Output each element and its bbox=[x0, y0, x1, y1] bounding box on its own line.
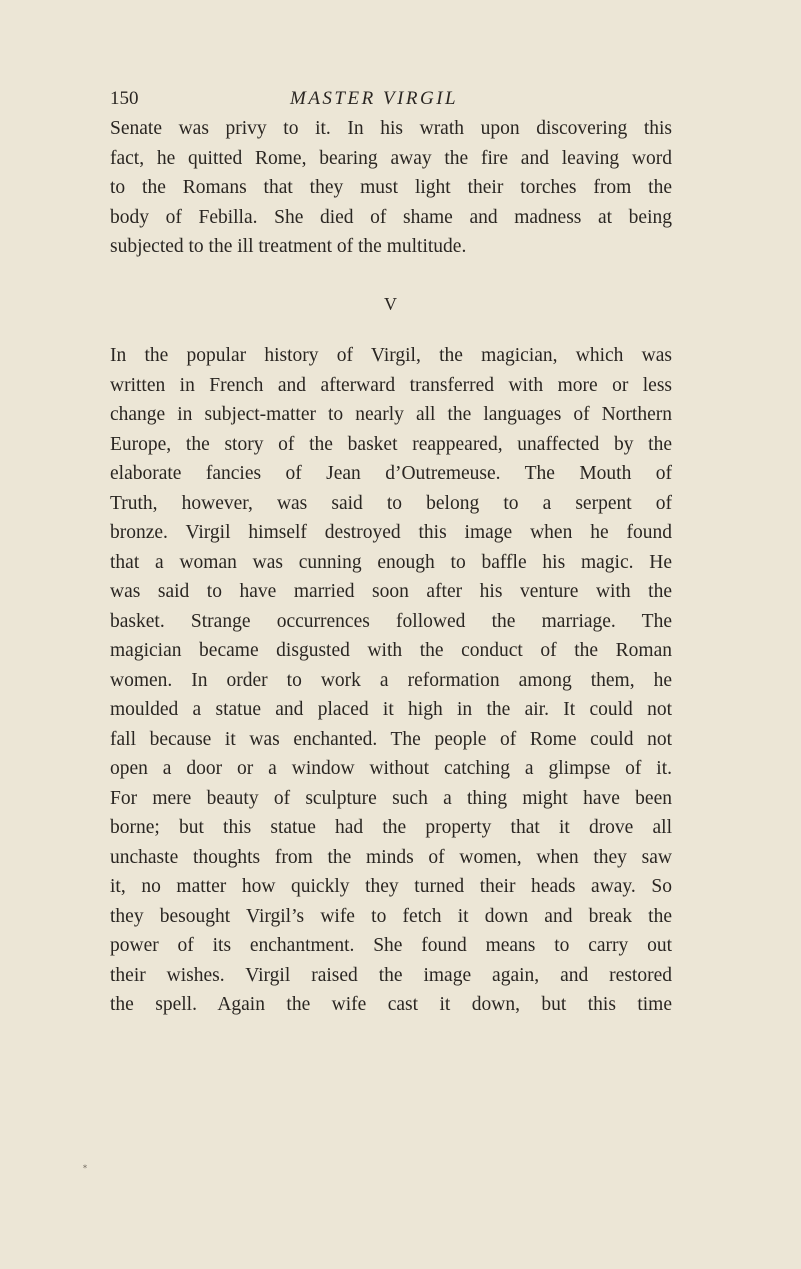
stray-ink-mark: * bbox=[83, 1164, 87, 1173]
text-line: power of its enchantment. She found means to carry out bbox=[110, 935, 672, 956]
paragraph-2 bbox=[110, 341, 672, 1020]
page-number: 150 bbox=[110, 88, 139, 109]
text-line: bronze. Virgil himself destroyed this image when he found bbox=[110, 522, 672, 543]
text-line: borne; but this statue had the property that it drove all bbox=[110, 817, 672, 838]
text-line: Senate was privy to it. In his wrath upon discovering this bbox=[110, 118, 672, 139]
text-line: moulded a statue and placed it high in the air. It could not bbox=[110, 699, 672, 720]
text-line: women. In order to work a reformation among them, he bbox=[110, 669, 672, 691]
text-line: In the popular history of Virgil, the magician, which was bbox=[110, 345, 672, 366]
paragraph-1 bbox=[110, 114, 672, 262]
text-line: basket. Strange occurrences followed the marriage. The bbox=[110, 610, 672, 632]
text-line: the spell. Again the wife cast it down, but this time bbox=[110, 994, 672, 1015]
text-line: it, no matter how quickly they turned their heads away. So bbox=[110, 876, 672, 897]
text-line: was said to have married soon after his venture with the bbox=[110, 581, 672, 602]
text-line: their wishes. Virgil raised the image again, and restored bbox=[110, 964, 672, 986]
text-line: to the Romans that they must light their torches from the bbox=[110, 177, 672, 198]
running-title: MASTER VIRGIL bbox=[290, 88, 459, 109]
text-line: elaborate fancies of Jean d’Outremeuse. The Mouth of bbox=[110, 463, 672, 484]
text-line: Europe, the story of the basket reappeared, unaffected by the bbox=[110, 433, 672, 455]
text-line: fact, he quitted Rome, bearing away the fire and leaving word bbox=[110, 147, 672, 169]
text-line: fall because it was enchanted. The people of Rome could not bbox=[110, 728, 672, 750]
section-heading: V bbox=[384, 293, 398, 314]
text-line: Truth, however, was said to belong to a serpent of bbox=[110, 492, 672, 514]
text-line: change in subject-matter to nearly all the languages of Northern bbox=[110, 404, 672, 425]
text-line: they besought Virgil’s wife to fetch it down and break the bbox=[110, 905, 672, 927]
body-text bbox=[110, 114, 672, 1020]
text-line: unchaste thoughts from the minds of women, when they saw bbox=[110, 846, 672, 868]
text-line: subjected to the ill treatment of the multitude. bbox=[110, 236, 467, 257]
text-line: open a door or a window without catching a glimpse of it. bbox=[110, 758, 672, 779]
text-line: body of Febilla. She died of shame and madness at being bbox=[110, 206, 672, 228]
text-line: written in French and afterward transferred with more or less bbox=[110, 374, 672, 396]
text-line: For mere beauty of sculpture such a thing might have been bbox=[110, 787, 672, 809]
text-line: magician became disgusted with the conduct of the Roman bbox=[110, 640, 672, 661]
text-line: that a woman was cunning enough to baffle his magic. He bbox=[110, 551, 672, 573]
